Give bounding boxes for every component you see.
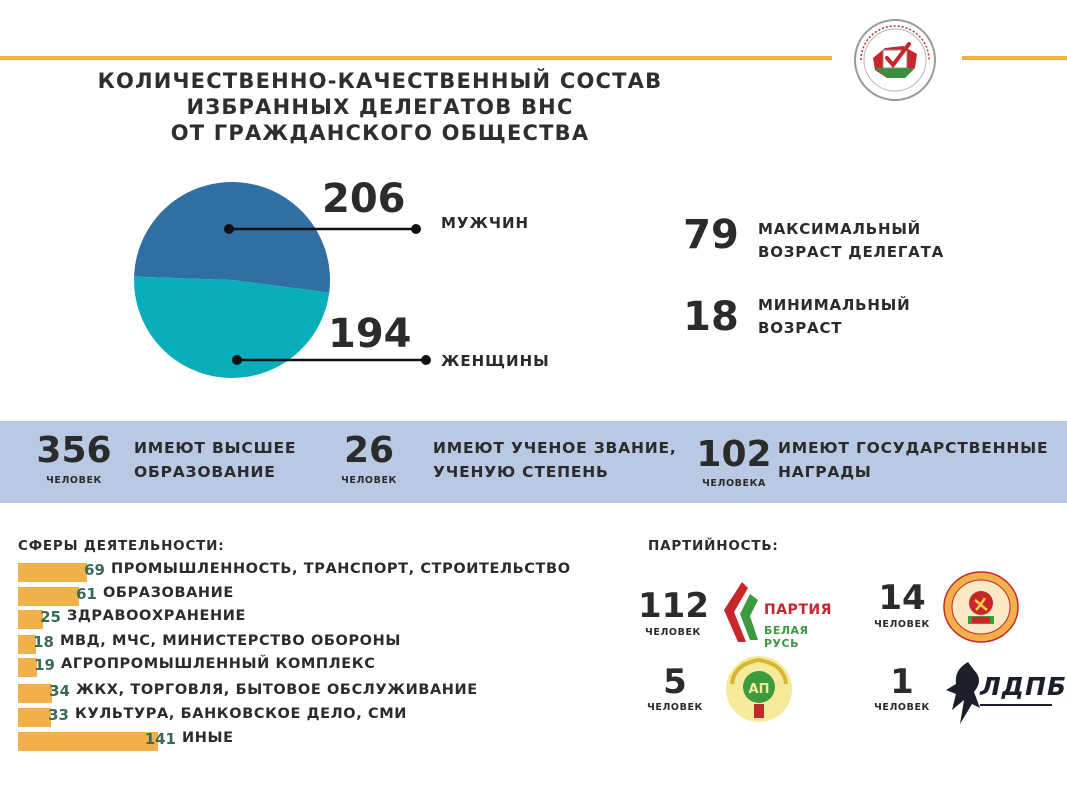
higher-education-label-line-2: ОБРАЗОВАНИЕ xyxy=(134,463,276,481)
page-title xyxy=(60,68,700,146)
state-awards-label-line-1: ИМЕЮТ ГОСУДАРСТВЕННЫЕ xyxy=(778,439,1049,457)
sphere-label: МВД, МЧС, МИНИСТЕРСТВО ОБОРОНЫ xyxy=(60,633,401,649)
election-commission-emblem-icon xyxy=(853,18,937,102)
pie-slice-men xyxy=(134,182,330,293)
agrarian-party-logo-icon xyxy=(724,654,794,724)
state-awards-unit: ЧЕЛОВЕКА xyxy=(702,478,766,489)
max-age-label-line-2: ВОЗРАСТ ДЕЛЕГАТА xyxy=(758,243,945,261)
sphere-value: 141 xyxy=(144,730,176,748)
men-count: 206 xyxy=(322,176,406,222)
sphere-value: 61 xyxy=(76,585,97,603)
party-1-unit: ЧЕЛОВЕК xyxy=(645,627,701,638)
women-count: 194 xyxy=(328,311,412,357)
academic-degree-label-line-1: ИМЕЮТ УЧЕНОЕ ЗВАНИЕ, xyxy=(433,439,677,457)
sphere-label: ОБРАЗОВАНИЕ xyxy=(103,585,234,601)
min-age-label xyxy=(758,294,910,340)
pie-slice-women xyxy=(134,277,329,378)
academic-degree-unit: ЧЕЛОВЕК xyxy=(341,475,397,486)
higher-education-label-line-1: ИМЕЮТ ВЫСШЕЕ xyxy=(134,439,297,457)
header-rule-left xyxy=(0,56,832,60)
sphere-value: 19 xyxy=(34,656,55,674)
spheres-title: СФЕРЫ ДЕЯТЕЛЬНОСТИ: xyxy=(18,538,225,554)
belaya-rus-logo-text-2: БЕЛАЯ РУСЬ xyxy=(764,624,809,650)
sphere-label: ИНЫЕ xyxy=(182,730,234,746)
ldpb-logo-text: ЛДПБ xyxy=(980,672,1067,701)
party-4-value: 1 xyxy=(890,662,914,702)
max-age-value: 79 xyxy=(683,212,739,258)
state-awards-value: 102 xyxy=(696,434,772,475)
higher-education-value: 356 xyxy=(36,430,112,471)
sphere-label: ЖКХ, ТОРГОВЛЯ, БЫТОВОЕ ОБСЛУЖИВАНИЕ xyxy=(76,682,478,698)
min-age-label-line-2: ВОЗРАСТ xyxy=(758,319,843,337)
sphere-value: 25 xyxy=(40,608,61,626)
party-4-unit: ЧЕЛОВЕК xyxy=(874,702,930,713)
party-2-value: 14 xyxy=(878,578,926,618)
svg-text:АП: АП xyxy=(748,682,770,697)
sphere-value: 69 xyxy=(84,561,105,579)
min-age-label-line-1: МИНИМАЛЬНЫЙ xyxy=(758,296,911,314)
republican-party-labor-justice-logo-icon xyxy=(942,570,1020,644)
party-3-value: 5 xyxy=(663,662,687,702)
party-3-unit: ЧЕЛОВЕК xyxy=(647,702,703,713)
ldpb-eagle-logo-icon xyxy=(944,660,1067,726)
belaya-rus-logo-text-1: ПАРТИЯ xyxy=(764,602,832,618)
state-awards-label-line-2: НАГРАДЫ xyxy=(778,463,872,481)
header-rule-right xyxy=(962,56,1067,60)
max-age-label-line-1: МАКСИМАЛЬНЫЙ xyxy=(758,220,922,238)
sphere-value: 18 xyxy=(33,633,54,651)
party-2-unit: ЧЕЛОВЕК xyxy=(874,619,930,630)
higher-education-label xyxy=(134,436,296,484)
party-1-value: 112 xyxy=(638,586,709,626)
sphere-label: ПРОМЫШЛЕННОСТЬ, ТРАНСПОРТ, СТРОИТЕЛЬСТВО xyxy=(111,561,571,577)
sphere-value: 34 xyxy=(49,682,70,700)
sphere-label: КУЛЬТУРА, БАНКОВСКОЕ ДЕЛО, СМИ xyxy=(75,706,407,722)
title-line-2: ИЗБРАННЫХ ДЕЛЕГАТОВ ВНС xyxy=(186,95,574,119)
sphere-label: ЗДРАВООХРАНЕНИЕ xyxy=(67,608,247,624)
sphere-label: АГРОПРОМЫШЛЕННЫЙ КОМПЛЕКС xyxy=(61,656,376,672)
gender-pie-chart xyxy=(132,180,332,380)
higher-education-unit: ЧЕЛОВЕК xyxy=(46,475,102,486)
ldpb-logo-underline xyxy=(980,704,1052,706)
belaya-rus-party-logo-icon xyxy=(716,578,846,648)
max-age-label xyxy=(758,218,944,264)
women-label: ЖЕНЩИНЫ xyxy=(441,352,550,370)
title-line-1: КОЛИЧЕСТВЕННО-КАЧЕСТВЕННЫЙ СОСТАВ xyxy=(97,69,663,93)
academic-degree-label xyxy=(433,436,677,484)
min-age-value: 18 xyxy=(683,294,739,340)
sphere-value: 33 xyxy=(48,706,69,724)
academic-degree-value: 26 xyxy=(343,430,395,471)
men-label: МУЖЧИН xyxy=(441,214,530,232)
state-awards-label xyxy=(778,436,1048,484)
academic-degree-label-line-2: УЧЕНУЮ СТЕПЕНЬ xyxy=(433,463,609,481)
parties-title: ПАРТИЙНОСТЬ: xyxy=(648,538,779,554)
title-line-3: ОТ ГРАЖДАНСКОГО ОБЩЕСТВА xyxy=(170,121,590,145)
